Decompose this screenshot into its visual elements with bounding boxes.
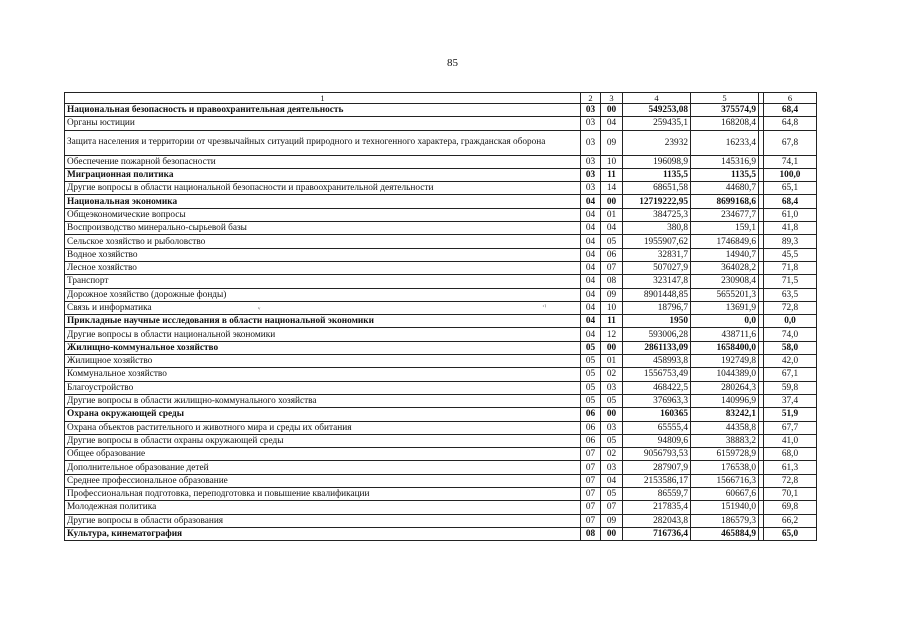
row-name-cell: Национальная экономика: [65, 195, 581, 208]
row-subsection-code-cell: 10: [601, 301, 623, 314]
table-row: [65, 235, 817, 248]
row-subsection-code-cell: 09: [601, 130, 623, 155]
row-actual-value-cell: 5655201,3: [691, 288, 759, 301]
row-section-code-cell: 03: [581, 130, 601, 155]
row-section-code-cell: 05: [581, 341, 601, 354]
row-percent-cell: 37,4: [764, 394, 817, 407]
row-subsection-code-cell: 04: [601, 117, 623, 130]
row-actual-value-cell: 234677,7: [691, 208, 759, 221]
row-section-code-cell: 04: [581, 301, 601, 314]
row-planned-value-cell: 9056793,53: [623, 448, 691, 461]
row-percent-cell: 45,5: [764, 248, 817, 261]
table-row: [65, 341, 817, 354]
budget-table: [64, 92, 817, 541]
row-actual-value-cell: 6159728,9: [691, 448, 759, 461]
row-percent-cell: 61,3: [764, 461, 817, 474]
row-subsection-code-cell: 02: [601, 448, 623, 461]
row-subsection-code-cell: 04: [601, 222, 623, 235]
row-actual-value-cell: 186579,3: [691, 514, 759, 527]
row-subsection-code-cell: 09: [601, 514, 623, 527]
row-actual-value-cell: 375574,9: [691, 104, 759, 117]
row-name-cell: Защита населения и территории от чрезвычайных ситуаций природного и техногенного характера, гражданская оборона: [65, 130, 581, 155]
row-section-code-cell: 07: [581, 488, 601, 501]
row-percent-cell: 67,8: [764, 130, 817, 155]
row-percent-cell: 70,1: [764, 488, 817, 501]
table-row: [65, 117, 817, 130]
row-percent-cell: 72,8: [764, 474, 817, 487]
row-subsection-code-cell: 07: [601, 261, 623, 274]
row-section-code-cell: 05: [581, 394, 601, 407]
row-name-cell: Дополнительное образование детей: [65, 461, 581, 474]
column-header: 5: [691, 93, 759, 104]
row-percent-cell: 74,0: [764, 328, 817, 341]
row-actual-value-cell: 1746849,6: [691, 235, 759, 248]
table-row: [65, 104, 817, 117]
row-name-cell: Национальная безопасность и правоохранительная деятельность: [65, 104, 581, 117]
row-actual-value-cell: 1135,5: [691, 168, 759, 181]
row-name-cell: Лесное хозяйство: [65, 261, 581, 274]
row-actual-value-cell: 159,1: [691, 222, 759, 235]
row-planned-value-cell: 323147,8: [623, 275, 691, 288]
row-subsection-code-cell: 00: [601, 408, 623, 421]
table-row: [65, 261, 817, 274]
row-section-code-cell: 04: [581, 222, 601, 235]
row-percent-cell: 61,0: [764, 208, 817, 221]
table-row: [65, 355, 817, 368]
row-section-code-cell: 03: [581, 117, 601, 130]
row-percent-cell: 72,8: [764, 301, 817, 314]
row-section-code-cell: 04: [581, 261, 601, 274]
table-row: [65, 368, 817, 381]
row-name-cell: Общее образование: [65, 448, 581, 461]
row-name-cell: Другие вопросы в области жилищно-коммунального хозяйства: [65, 394, 581, 407]
row-subsection-code-cell: 05: [601, 488, 623, 501]
row-name-cell: Органы юстиции: [65, 117, 581, 130]
row-planned-value-cell: 1135,5: [623, 168, 691, 181]
row-planned-value-cell: 1950: [623, 315, 691, 328]
row-section-code-cell: 07: [581, 461, 601, 474]
row-name-cell: Воспроизводство минерально-сырьевой базы: [65, 222, 581, 235]
row-percent-cell: 100,0: [764, 168, 817, 181]
row-name-cell: Другие вопросы в области охраны окружающей среды: [65, 434, 581, 447]
row-subsection-code-cell: 01: [601, 355, 623, 368]
row-subsection-code-cell: 02: [601, 368, 623, 381]
table-row: [65, 408, 817, 421]
row-planned-value-cell: 18796,7: [623, 301, 691, 314]
row-actual-value-cell: 38883,2: [691, 434, 759, 447]
row-planned-value-cell: 384725,3: [623, 208, 691, 221]
row-percent-cell: 51,9: [764, 408, 817, 421]
row-actual-value-cell: 0,0: [691, 315, 759, 328]
row-percent-cell: 42,0: [764, 355, 817, 368]
row-planned-value-cell: 68651,58: [623, 182, 691, 195]
row-actual-value-cell: 151940,0: [691, 501, 759, 514]
row-section-code-cell: 06: [581, 408, 601, 421]
row-subsection-code-cell: 08: [601, 275, 623, 288]
row-percent-cell: 74,1: [764, 155, 817, 168]
row-section-code-cell: 08: [581, 527, 601, 540]
row-subsection-code-cell: 05: [601, 394, 623, 407]
row-name-cell: Жилищное хозяйство: [65, 355, 581, 368]
row-percent-cell: 66,2: [764, 514, 817, 527]
row-section-code-cell: 07: [581, 514, 601, 527]
table-row: [65, 514, 817, 527]
row-planned-value-cell: 376963,3: [623, 394, 691, 407]
table-row: [65, 328, 817, 341]
row-subsection-code-cell: 12: [601, 328, 623, 341]
row-subsection-code-cell: 11: [601, 168, 623, 181]
row-actual-value-cell: 44358,8: [691, 421, 759, 434]
table-row: [65, 381, 817, 394]
row-subsection-code-cell: 01: [601, 208, 623, 221]
row-name-cell: Миграционная политика: [65, 168, 581, 181]
row-actual-value-cell: 8699168,6: [691, 195, 759, 208]
row-percent-cell: 69,8: [764, 501, 817, 514]
table-row: [65, 315, 817, 328]
row-name-cell: Молодежная политика: [65, 501, 581, 514]
row-name-cell: Благоустройство: [65, 381, 581, 394]
scan-speck: ᵥ: [258, 302, 261, 311]
row-section-code-cell: 04: [581, 208, 601, 221]
row-percent-cell: 67,1: [764, 368, 817, 381]
row-percent-cell: 0,0: [764, 315, 817, 328]
table-row: [65, 195, 817, 208]
row-planned-value-cell: 2153586,17: [623, 474, 691, 487]
row-actual-value-cell: 438711,6: [691, 328, 759, 341]
row-subsection-code-cell: 00: [601, 527, 623, 540]
row-planned-value-cell: 380,8: [623, 222, 691, 235]
row-percent-cell: 63,5: [764, 288, 817, 301]
row-actual-value-cell: 1044389,0: [691, 368, 759, 381]
row-subsection-code-cell: 11: [601, 315, 623, 328]
row-name-cell: Водное хозяйство: [65, 248, 581, 261]
row-name-cell: Охрана объектов растительного и животного мира и среды их обитания: [65, 421, 581, 434]
row-planned-value-cell: 468422,5: [623, 381, 691, 394]
table-row: [65, 130, 817, 155]
row-section-code-cell: 05: [581, 355, 601, 368]
row-percent-cell: 68,4: [764, 195, 817, 208]
table-row: [65, 434, 817, 447]
table-row: [65, 155, 817, 168]
row-planned-value-cell: 217835,4: [623, 501, 691, 514]
row-section-code-cell: 06: [581, 434, 601, 447]
row-subsection-code-cell: 00: [601, 341, 623, 354]
row-name-cell: Связь и информатика: [65, 301, 581, 314]
row-name-cell: Дорожное хозяйство (дорожные фонды): [65, 288, 581, 301]
column-header: 2: [581, 93, 601, 104]
row-subsection-code-cell: 10: [601, 155, 623, 168]
row-section-code-cell: 07: [581, 448, 601, 461]
row-planned-value-cell: 458993,8: [623, 355, 691, 368]
table-row: [65, 168, 817, 181]
row-percent-cell: 65,0: [764, 527, 817, 540]
row-subsection-code-cell: 03: [601, 421, 623, 434]
row-section-code-cell: 05: [581, 368, 601, 381]
row-name-cell: Культура, кинематография: [65, 527, 581, 540]
row-actual-value-cell: 13691,9: [691, 301, 759, 314]
row-section-code-cell: 03: [581, 155, 601, 168]
row-section-code-cell: 04: [581, 315, 601, 328]
table-row: [65, 301, 817, 314]
row-subsection-code-cell: 03: [601, 461, 623, 474]
row-percent-cell: 58,0: [764, 341, 817, 354]
row-percent-cell: 89,3: [764, 235, 817, 248]
row-section-code-cell: 03: [581, 182, 601, 195]
row-section-code-cell: 06: [581, 421, 601, 434]
row-actual-value-cell: 60667,6: [691, 488, 759, 501]
row-name-cell: Транспорт: [65, 275, 581, 288]
table-row: [65, 394, 817, 407]
row-percent-cell: 71,8: [764, 261, 817, 274]
row-planned-value-cell: 716736,4: [623, 527, 691, 540]
row-planned-value-cell: 507027,9: [623, 261, 691, 274]
row-planned-value-cell: 160365: [623, 408, 691, 421]
row-planned-value-cell: 94809,6: [623, 434, 691, 447]
row-actual-value-cell: 1566716,3: [691, 474, 759, 487]
row-percent-cell: 41,8: [764, 222, 817, 235]
row-planned-value-cell: 8901448,85: [623, 288, 691, 301]
table-row: [65, 275, 817, 288]
row-subsection-code-cell: 07: [601, 501, 623, 514]
row-name-cell: Жилищно-коммунальное хозяйство: [65, 341, 581, 354]
row-planned-value-cell: 12719222,95: [623, 195, 691, 208]
table-row: [65, 222, 817, 235]
row-subsection-code-cell: 14: [601, 182, 623, 195]
row-actual-value-cell: 168208,4: [691, 117, 759, 130]
row-section-code-cell: 04: [581, 275, 601, 288]
row-planned-value-cell: 196098,9: [623, 155, 691, 168]
column-header: 1: [65, 93, 581, 104]
row-subsection-code-cell: 00: [601, 195, 623, 208]
row-name-cell: Прикладные научные исследования в области национальной экономики: [65, 315, 581, 328]
column-header: 6: [764, 93, 817, 104]
budget-table-body: [65, 93, 817, 541]
row-actual-value-cell: 1658400,0: [691, 341, 759, 354]
row-name-cell: Профессиональная подготовка, переподготовка и повышение квалификации: [65, 488, 581, 501]
row-section-code-cell: 04: [581, 288, 601, 301]
row-name-cell: Общеэкономические вопросы: [65, 208, 581, 221]
row-planned-value-cell: 1556753,49: [623, 368, 691, 381]
row-subsection-code-cell: 03: [601, 381, 623, 394]
row-section-code-cell: 05: [581, 381, 601, 394]
row-actual-value-cell: 280264,3: [691, 381, 759, 394]
row-section-code-cell: 03: [581, 168, 601, 181]
table-row: [65, 527, 817, 540]
row-percent-cell: 41,0: [764, 434, 817, 447]
row-subsection-code-cell: 09: [601, 288, 623, 301]
table-row: [65, 474, 817, 487]
scan-speck: ·ᵎ: [542, 302, 546, 311]
row-planned-value-cell: 32831,7: [623, 248, 691, 261]
table-row: [65, 501, 817, 514]
row-percent-cell: 68,0: [764, 448, 817, 461]
table-row: [65, 248, 817, 261]
table-row: [65, 182, 817, 195]
row-percent-cell: 65,1: [764, 182, 817, 195]
row-name-cell: Коммунальное хозяйство: [65, 368, 581, 381]
row-subsection-code-cell: 06: [601, 248, 623, 261]
row-name-cell: Обеспечение пожарной безопасности: [65, 155, 581, 168]
row-planned-value-cell: 86559,7: [623, 488, 691, 501]
row-planned-value-cell: 282043,8: [623, 514, 691, 527]
row-planned-value-cell: 549253,08: [623, 104, 691, 117]
row-actual-value-cell: 14940,7: [691, 248, 759, 261]
row-planned-value-cell: 2861133,09: [623, 341, 691, 354]
row-actual-value-cell: 145316,9: [691, 155, 759, 168]
row-percent-cell: 67,7: [764, 421, 817, 434]
row-actual-value-cell: 176538,0: [691, 461, 759, 474]
row-name-cell: Другие вопросы в области образования: [65, 514, 581, 527]
row-actual-value-cell: 192749,8: [691, 355, 759, 368]
row-planned-value-cell: 593006,28: [623, 328, 691, 341]
row-name-cell: Другие вопросы в области национальной экономики: [65, 328, 581, 341]
row-name-cell: Среднее профессиональное образование: [65, 474, 581, 487]
column-header: 4: [623, 93, 691, 104]
row-planned-value-cell: 65555,4: [623, 421, 691, 434]
row-actual-value-cell: 44680,7: [691, 182, 759, 195]
row-actual-value-cell: 465884,9: [691, 527, 759, 540]
row-name-cell: Охрана окружающей среды: [65, 408, 581, 421]
row-actual-value-cell: 230908,4: [691, 275, 759, 288]
page-number: 85: [447, 57, 458, 69]
row-actual-value-cell: 364028,2: [691, 261, 759, 274]
row-percent-cell: 64,8: [764, 117, 817, 130]
row-section-code-cell: 07: [581, 501, 601, 514]
row-planned-value-cell: 287907,9: [623, 461, 691, 474]
row-percent-cell: 59,8: [764, 381, 817, 394]
table-header-row: [65, 93, 817, 104]
row-section-code-cell: 04: [581, 328, 601, 341]
table-row: [65, 421, 817, 434]
row-section-code-cell: 03: [581, 104, 601, 117]
table-row: [65, 448, 817, 461]
row-planned-value-cell: 23932: [623, 130, 691, 155]
row-planned-value-cell: 1955907,62: [623, 235, 691, 248]
row-planned-value-cell: 259435,1: [623, 117, 691, 130]
row-section-code-cell: 04: [581, 235, 601, 248]
table-row: [65, 488, 817, 501]
row-actual-value-cell: 140996,9: [691, 394, 759, 407]
table-row: [65, 208, 817, 221]
row-section-code-cell: 04: [581, 248, 601, 261]
row-name-cell: Другие вопросы в области национальной безопасности и правоохранительной деятельности: [65, 182, 581, 195]
table-row: [65, 461, 817, 474]
row-subsection-code-cell: 00: [601, 104, 623, 117]
row-section-code-cell: 04: [581, 195, 601, 208]
row-subsection-code-cell: 05: [601, 434, 623, 447]
column-header: 3: [601, 93, 623, 104]
row-section-code-cell: 07: [581, 474, 601, 487]
row-percent-cell: 71,5: [764, 275, 817, 288]
row-actual-value-cell: 16233,4: [691, 130, 759, 155]
row-name-cell: Сельское хозяйство и рыболовство: [65, 235, 581, 248]
row-subsection-code-cell: 04: [601, 474, 623, 487]
row-percent-cell: 68,4: [764, 104, 817, 117]
row-subsection-code-cell: 05: [601, 235, 623, 248]
row-actual-value-cell: 83242,1: [691, 408, 759, 421]
table-row: [65, 288, 817, 301]
